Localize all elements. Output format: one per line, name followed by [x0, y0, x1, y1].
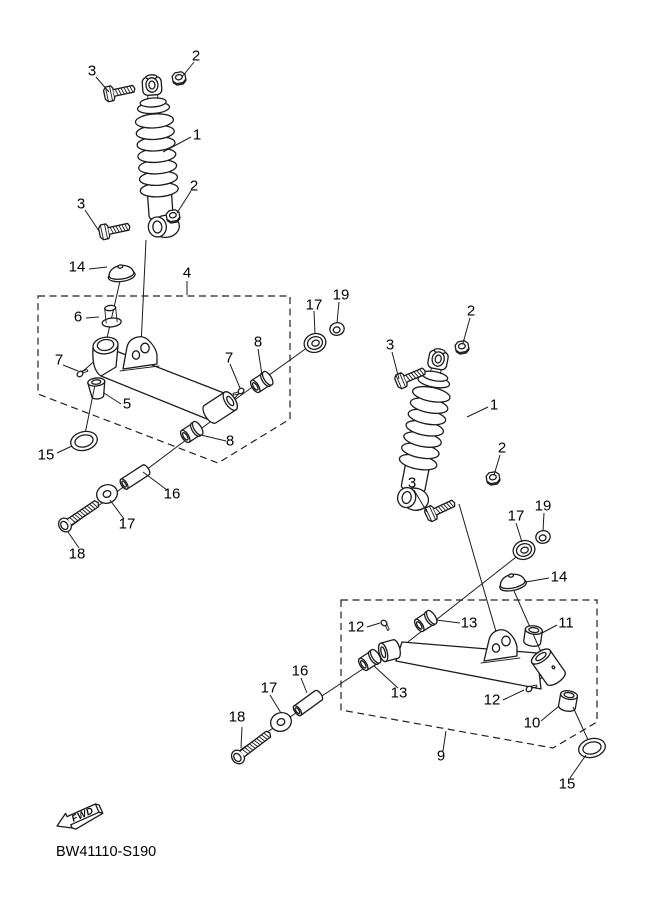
suspension-arm-rear-group	[229, 529, 607, 766]
rubber-cap	[107, 263, 136, 283]
part-number: BW41110-S190	[56, 844, 157, 860]
bushing	[178, 420, 205, 445]
callout-label-4: 4	[182, 264, 192, 282]
callout-label-8: 8	[225, 432, 235, 450]
callout-label-14: 14	[68, 258, 86, 276]
callout-label-3: 3	[407, 474, 417, 492]
hex-bolt	[103, 81, 136, 102]
callout-label-18: 18	[68, 545, 86, 563]
callout-label-19: 19	[332, 286, 350, 304]
washer-ring	[535, 529, 552, 544]
callout-label-9: 9	[436, 747, 446, 765]
flange-nut	[486, 471, 501, 485]
flange-nut	[455, 340, 470, 354]
callout-label-2: 2	[191, 47, 201, 65]
callout-label-19: 19	[534, 497, 552, 515]
bushing	[523, 625, 543, 648]
flange-bolt	[56, 497, 102, 535]
shock-absorber-front	[98, 71, 187, 240]
callout-label-17: 17	[118, 515, 136, 533]
callout-label-11: 11	[558, 614, 574, 632]
cup-washer	[302, 331, 329, 355]
callout-label-17: 17	[305, 296, 323, 314]
callout-label-17: 17	[260, 679, 278, 697]
flat-washer	[268, 710, 294, 734]
fwd-label: FWD	[69, 805, 96, 825]
callout-label-8: 8	[253, 333, 263, 351]
shock-absorber-rear	[390, 340, 500, 522]
rubber-cap	[498, 571, 528, 593]
washer-ring	[329, 321, 346, 336]
callout-label-16: 16	[163, 485, 181, 503]
collar	[292, 689, 324, 717]
callout-label-10: 10	[523, 714, 541, 732]
callout-label-5: 5	[122, 395, 132, 413]
callout-label-15: 15	[558, 775, 576, 793]
collar	[119, 464, 152, 491]
callout-label-3: 3	[385, 336, 395, 354]
callout-label-2: 2	[189, 177, 199, 195]
callout-layer	[38, 48, 576, 793]
callout-label-12: 12	[483, 691, 501, 709]
callout-label-14: 14	[550, 568, 568, 586]
dust-seal	[577, 736, 608, 761]
callout-label-2: 2	[466, 302, 476, 320]
callout-label-3: 3	[87, 62, 97, 80]
callout-label-6: 6	[73, 308, 83, 326]
callout-label-1: 1	[192, 126, 202, 144]
bushing	[87, 377, 106, 400]
callout-label-13: 13	[460, 614, 478, 632]
callout-label-17: 17	[507, 507, 525, 525]
fwd-arrow	[54, 800, 104, 836]
callout-label-15: 15	[37, 446, 55, 464]
flange-bolt	[229, 727, 274, 766]
arm-body	[396, 642, 541, 689]
bushing	[412, 609, 439, 634]
bushing	[100, 304, 121, 327]
callout-label-7: 7	[54, 351, 64, 369]
hex-bolt	[98, 219, 131, 240]
grease-pin	[379, 619, 391, 631]
callout-label-2: 2	[497, 439, 507, 457]
suspension-arm-front-group	[56, 263, 345, 534]
callout-label-18: 18	[228, 708, 246, 726]
callout-label-1: 1	[489, 396, 499, 414]
callout-label-3: 3	[76, 195, 86, 213]
callout-label-16: 16	[291, 662, 309, 680]
callout-label-7: 7	[224, 349, 234, 367]
callout-label-12: 12	[347, 618, 365, 636]
dust-seal	[69, 429, 100, 454]
bushing	[558, 689, 578, 712]
callout-label-13: 13	[390, 684, 408, 702]
